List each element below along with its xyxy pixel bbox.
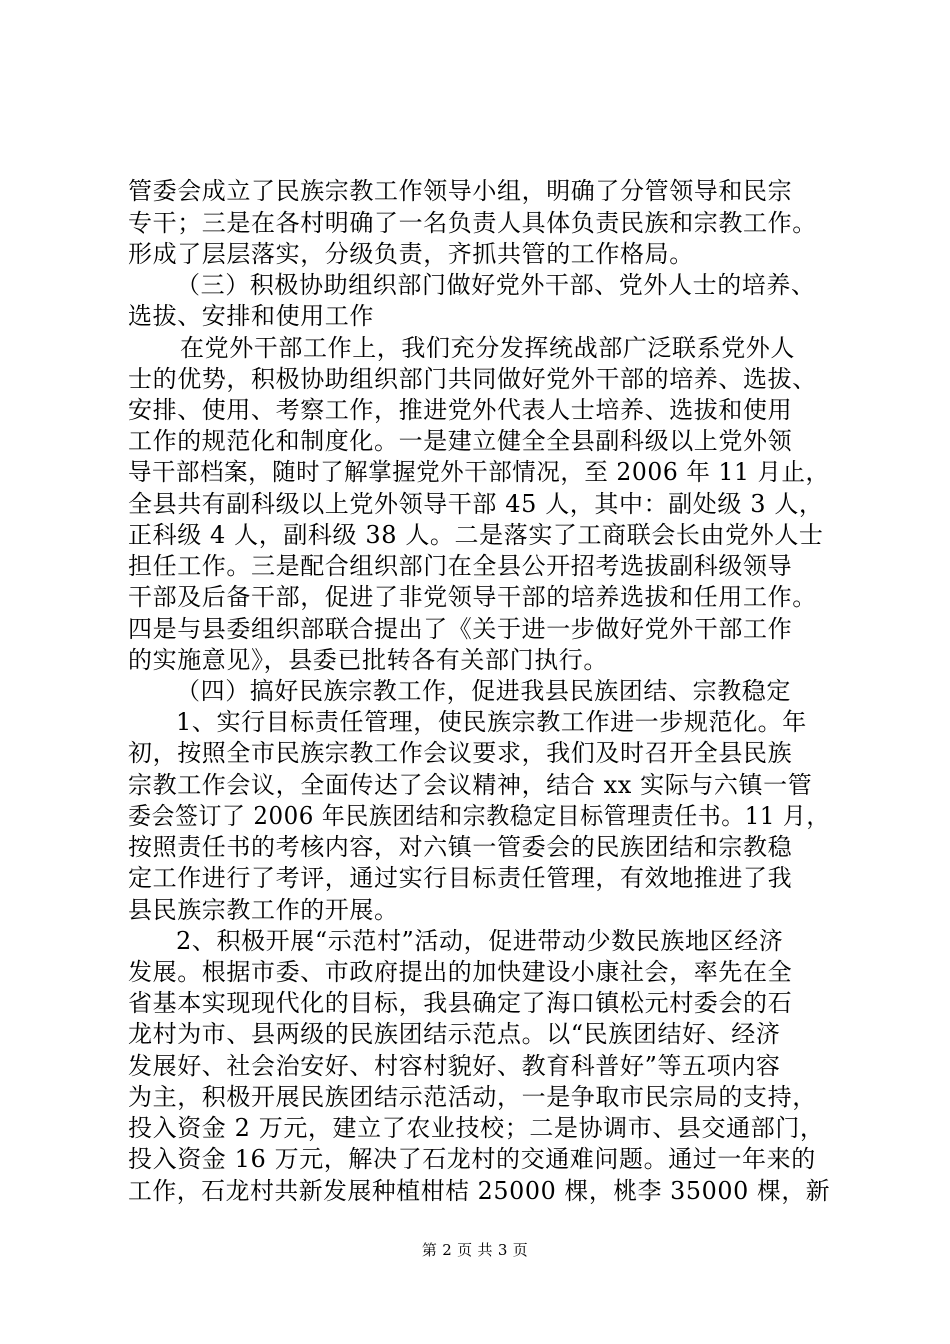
body-line: 在党外干部工作上，我们充分发挥统战部广泛联系党外人 — [180, 334, 795, 362]
body-line: 全县共有副科级以上党外领导干部 45 人，其中：副处级 3 人， — [128, 490, 824, 518]
body-line: 士的优势，积极协助组织部门共同做好党外干部的培养、选拔、 — [128, 365, 817, 393]
body-line: 委会签订了 2006 年民族团结和宗教稳定目标管理责任书。11 月， — [128, 802, 830, 830]
body-line: 县民族宗教工作的开展。 — [128, 896, 399, 924]
body-line: 专干；三是在各村明确了一名负责人具体负责民族和宗教工作。 — [128, 209, 817, 237]
body-line: 安排、使用、考察工作，推进党外代表人士培养、选拔和使用 — [128, 396, 793, 424]
section-heading-3: （三）积极协助组织部门做好党外干部、党外人士的培养、 — [176, 271, 816, 299]
body-line: 干部及后备干部，促进了非党领导干部的培养选拔和任用工作。 — [128, 583, 817, 611]
body-line: 定工作进行了考评，通过实行目标责任管理，有效地推进了我 — [128, 864, 793, 892]
body-line: 发展好、社会治安好、村容村貌好、教育科普好”等五项内容 — [128, 1052, 781, 1080]
body-line: 省基本实现现代化的目标，我县确定了海口镇松元村委会的石 — [128, 989, 793, 1017]
body-line: 四是与县委组织部联合提出了《关于进一步做好党外干部工作 — [128, 615, 793, 643]
body-line: 的实施意见》，县委已批转各有关部门执行。 — [128, 646, 608, 674]
body-line: 工作的规范化和制度化。一是建立健全全县副科级以上党外领 — [128, 427, 793, 455]
body-line: 工作，石龙村共新发展种植柑桔 25000 棵，桃李 35000 棵，新 — [128, 1177, 831, 1205]
body-line: 宗教工作会议，全面传达了会议精神，结合 xx 实际与六镇一管 — [128, 771, 813, 799]
body-line: 投入资金 16 万元，解决了石龙村的交通难问题。通过一年来的 — [128, 1145, 816, 1173]
body-line: 导干部档案，随时了解掌握党外干部情况，至 2006 年 11 月止， — [128, 458, 830, 486]
body-line: 投入资金 2 万元，建立了农业技校；二是协调市、县交通部门， — [128, 1114, 825, 1142]
section-heading-3-cont: 选拔、安排和使用工作 — [128, 302, 374, 330]
body-line: 担任工作。三是配合组织部门在全县公开招考选拔副科级领导 — [128, 552, 793, 580]
section-heading-4: （四）搞好民族宗教工作，促进我县民族团结、宗教稳定 — [176, 677, 791, 705]
body-line: 龙村为市、县两级的民族团结示范点。以“民族团结好、经济 — [128, 1020, 781, 1048]
body-line: 形成了层层落实，分级负责，齐抓共管的工作格局。 — [128, 240, 694, 268]
body-line: 管委会成立了民族宗教工作领导小组，明确了分管领导和民宗 — [128, 177, 793, 205]
body-line: 1、实行目标责任管理，使民族宗教工作进一步规范化。年 — [176, 708, 807, 736]
body-line: 2、积极开展“示范村”活动，促进带动少数民族地区经济 — [176, 927, 784, 955]
body-line: 正科级 4 人，副科级 38 人。二是落实了工商联会长由党外人士 — [128, 521, 824, 549]
body-line: 初，按照全市民族宗教工作会议要求，我们及时召开全县民族 — [128, 739, 793, 767]
body-line: 按照责任书的考核内容，对六镇一管委会的民族团结和宗教稳 — [128, 833, 793, 861]
page-number-footer: 第 2 页 共 3 页 — [421, 1241, 529, 1259]
body-line: 发展。根据市委、市政府提出的加快建设小康社会，率先在全 — [128, 958, 793, 986]
body-line: 为主，积极开展民族团结示范活动，一是争取市民宗局的支持， — [128, 1083, 817, 1111]
